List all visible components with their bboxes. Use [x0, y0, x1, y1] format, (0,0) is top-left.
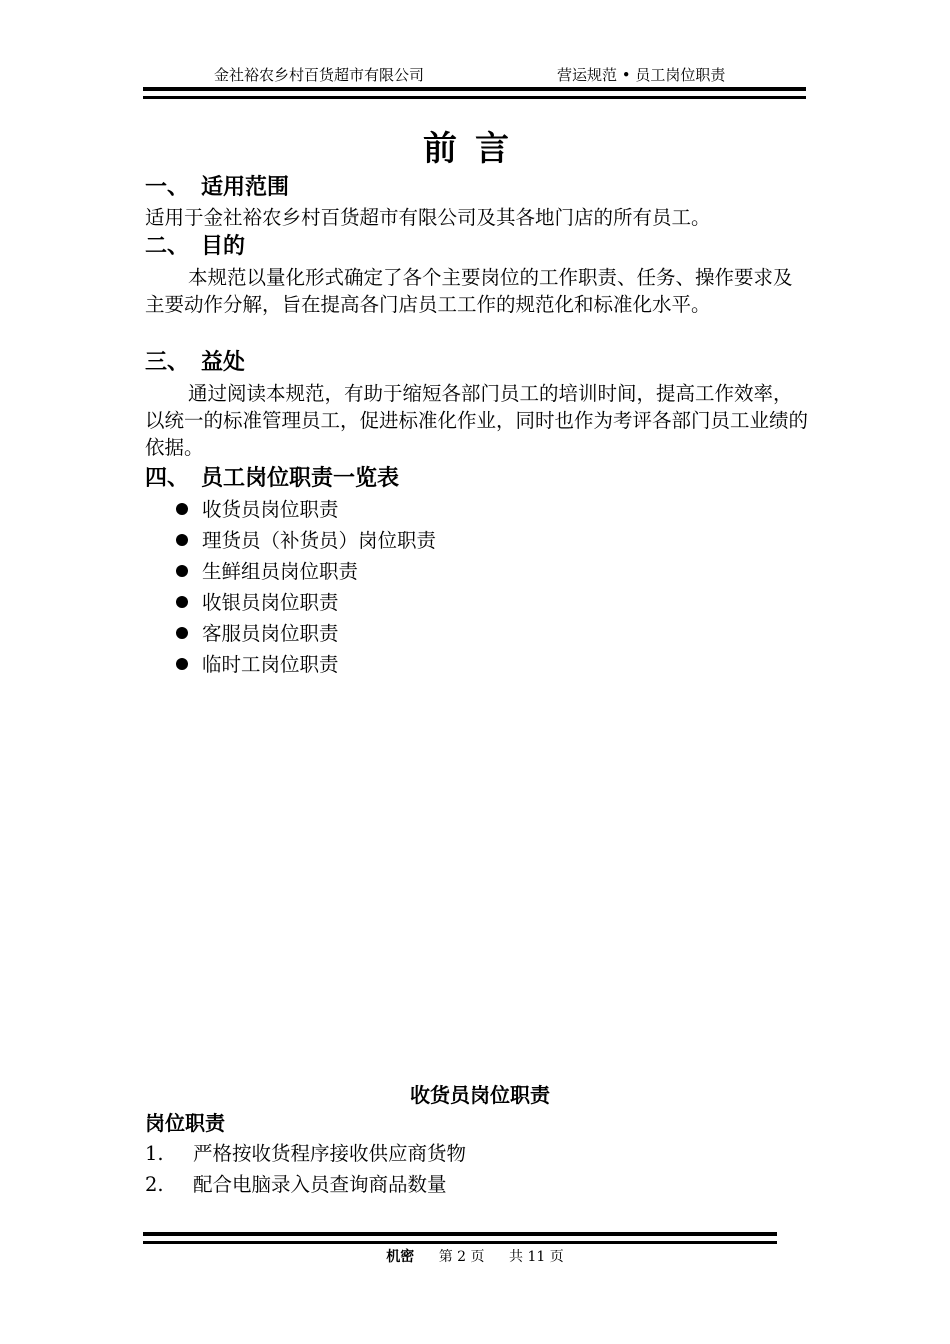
item-number: 2. [145, 1173, 164, 1196]
list-item [145, 1169, 466, 1200]
bullet-icon [176, 503, 188, 515]
section-heading-purpose [145, 232, 245, 262]
footer-total-pages: 共 11 页 [509, 1249, 564, 1265]
header-company: 金社裕农乡村百货超市有限公司 [214, 66, 425, 84]
bullet-icon [176, 534, 188, 546]
section-heading-text: 目的 [201, 234, 246, 259]
footer-confidential: 机密 [386, 1249, 415, 1265]
section-number: 二、 [145, 234, 190, 259]
footer [0, 1247, 950, 1267]
list-item-text: 收银员岗位职责 [202, 591, 339, 614]
list-item-text: 临时工岗位职责 [202, 653, 339, 676]
list-item [172, 649, 436, 680]
footer-rule-top [143, 1232, 777, 1236]
list-item-text: 收货员岗位职责 [202, 498, 339, 521]
section-body-purpose: 本规范以量化形式确定了各个主要岗位的工作职责、任务、操作要求及主要动作分解，旨在提高各门店员工工作的规范化和标准化水平。 [145, 266, 793, 316]
section-heading-benefits [145, 348, 245, 378]
header-rule-bottom [143, 96, 806, 99]
bullet-icon [176, 596, 188, 608]
section-number: 一、 [145, 175, 190, 200]
section-heading-text: 适用范围 [201, 175, 290, 200]
receiving-section-title: 收货员岗位职责 [410, 1083, 550, 1107]
list-item-text: 客服员岗位职责 [202, 622, 339, 645]
header-rule-top [143, 87, 806, 91]
list-item [172, 494, 436, 525]
list-item [172, 618, 436, 649]
item-text: 配合电脑录入员查询商品数量 [193, 1173, 447, 1196]
footer-rule-bottom [143, 1241, 777, 1244]
receiving-subheading: 岗位职责 [145, 1111, 225, 1135]
footer-page-number: 第 2 页 [438, 1249, 485, 1265]
header-doc-title: 营运规范 • 员工岗位职责 [557, 66, 726, 84]
bullet-icon [176, 565, 188, 577]
bullet-icon [176, 627, 188, 639]
duties-bullet-list [172, 494, 436, 680]
receiving-duties-list [145, 1138, 466, 1200]
list-item [172, 525, 436, 556]
section-heading-scope [145, 173, 289, 203]
item-number: 1. [145, 1142, 164, 1165]
list-item-text: 理货员（补货员）岗位职责 [202, 529, 437, 552]
section-body-benefits: 通过阅读本规范，有助于缩短各部门员工的培训时间，提高工作效率，以统一的标准管理员工，促进标准化作业，同时也作为考评各部门员工业绩的依据。 [145, 382, 809, 459]
section-body-scope: 适用于金社裕农乡村百货超市有限公司及其各地门店的所有员工。 [145, 206, 711, 229]
bullet-icon [176, 658, 188, 670]
page-title: 前言 [423, 129, 527, 169]
list-item-text: 生鲜组员岗位职责 [202, 560, 359, 583]
section-heading-text: 员工岗位职责一览表 [201, 466, 400, 491]
list-item [145, 1138, 466, 1169]
section-heading-duties-list [145, 464, 399, 494]
item-text: 严格按收货程序接收供应商货物 [193, 1142, 467, 1165]
list-item [172, 556, 436, 587]
section-heading-text: 益处 [201, 350, 246, 375]
section-number: 三、 [145, 350, 190, 375]
list-item [172, 587, 436, 618]
section-number: 四、 [145, 466, 190, 491]
